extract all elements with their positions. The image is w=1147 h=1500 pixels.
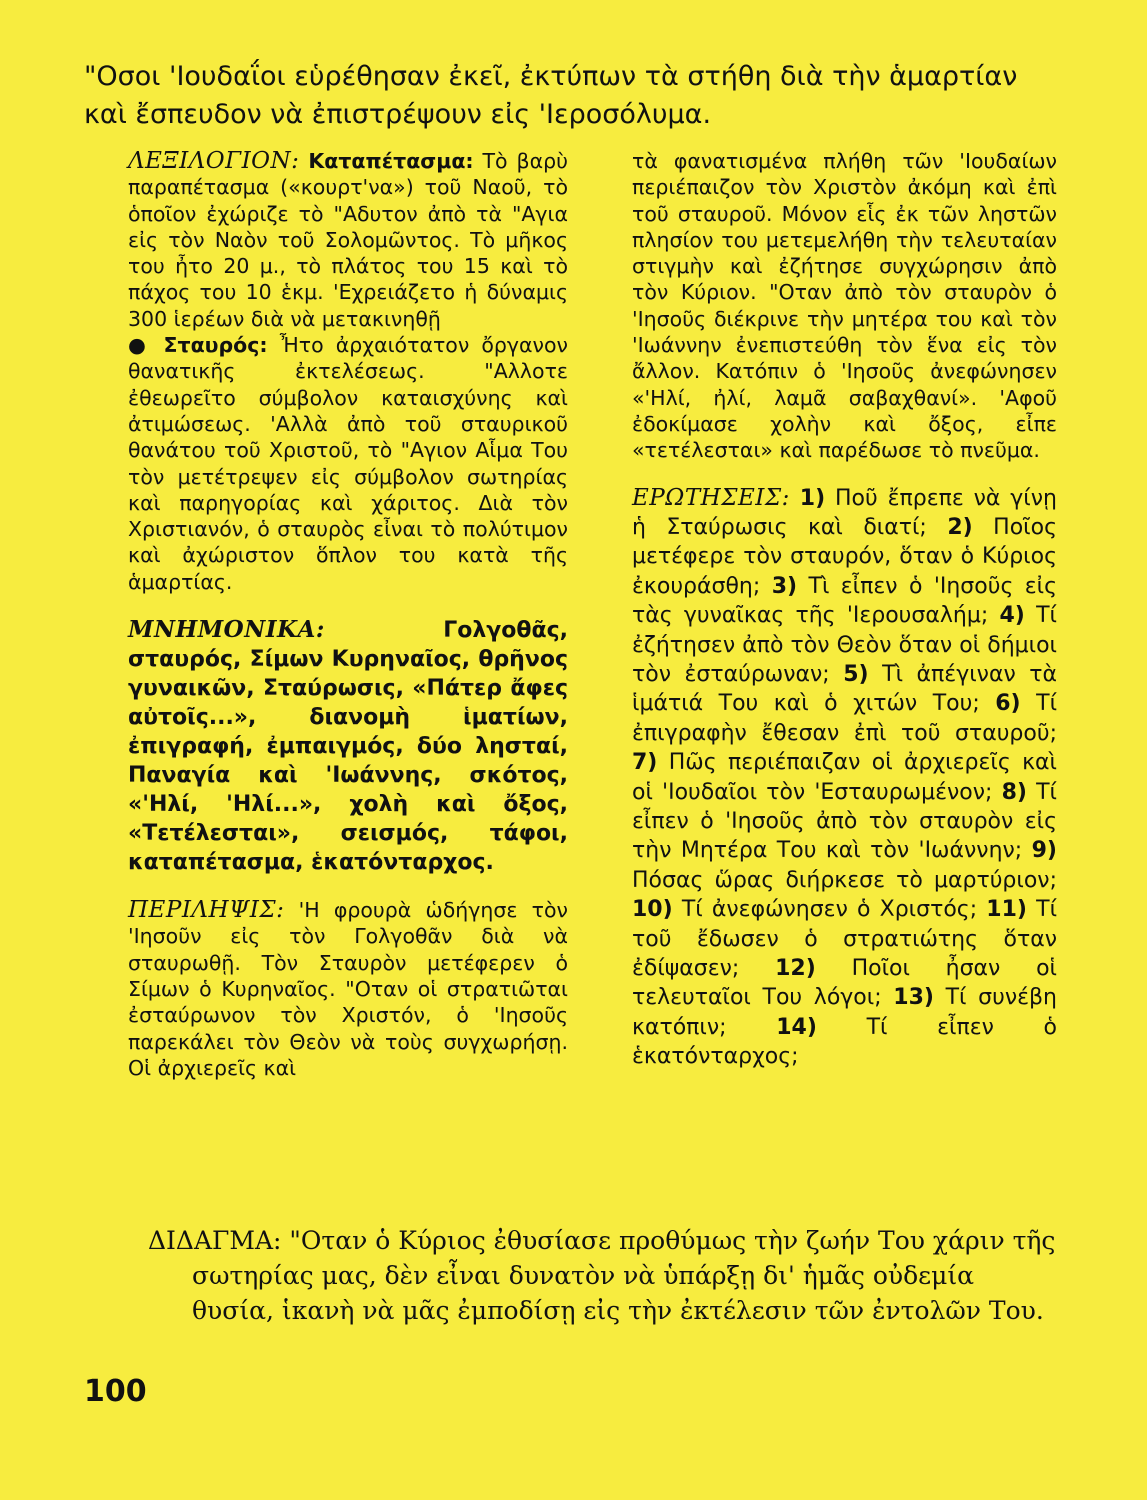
page-number: 100 (84, 1374, 147, 1409)
question-number: 12) (775, 956, 816, 982)
question-text: Ποῖος μετέφερε τὸν σταυρόν, ὅταν ὁ Κύριος ἐκουράσθη; (632, 514, 1057, 599)
question-number: 3) (771, 573, 798, 599)
question-text: Τὶ εἶπεν ὁ 'Ιησοῦς εἰς τὰς γυναῖκας τῆς 'Ιερουσαλήμ; (632, 573, 1058, 629)
lesson-text: "Οταν ὁ Κύριος ἐθυσίασε προθύμως τὴν ζωήν Του χάριν τῆς σωτηρίας μας, δὲν εἶναι δυνατὸν νὰ ὑπάρξῃ δι' ἡμᾶς οὐδεμία θυσία, ἱκανὴ νὰ μᾶς ἐμποδίσῃ εἰς τὴν ἐκτέλεσιν τῶν ἐντολῶν Του. (192, 1226, 1056, 1325)
question-text: Τί ἀνεφώνησεν ὁ Χριστός; (681, 897, 978, 923)
lexicon-heading: ΛΕΞΙΛΟΓΙΟΝ: (128, 148, 300, 174)
intro-paragraph (84, 58, 1064, 134)
question-number: 11) (986, 897, 1027, 923)
question-number: 10) (632, 897, 673, 923)
lesson-section (148, 1223, 1060, 1328)
questions-section (632, 484, 1057, 1072)
summary-text-right: τὰ φανατισμένα πλήθη τῶν 'Ιουδαίων περιέπαιζον τὸν Χριστὸν ἀκόμη καὶ ἐπὶ τοῦ σταυροῦ. Μόνον εἷς ἐκ τῶν ληστῶν πλησίον του μετεμελήθη τὴν τελευταίαν στιγμὴν καὶ ἐζήτησε συγχώρησιν ἀπὸ τὸν Κύριον. "Οταν ἀπὸ τὸν σταυρὸν ὁ 'Ιησοῦς διέκρινε τὴν μητέρα του καὶ τὸν 'Ιωάννην ἐνεπιστεύθη τὸν ἕνα εἰς τὸν ἄλλον. Κατόπιν ὁ 'Ιησοῦς ἀνεφώνησεν «'Ηλί, ἠλί, λαμᾶ σαβαχθανί». 'Αφοῦ ἐδοκίμασε χολὴν καὶ ὄξος, εἶπε «τετέλεσται» καὶ παρέδωσε τὸ πνεῦμα. (632, 149, 1057, 463)
question-number: 5) (843, 662, 869, 687)
question-text: Τί ἐπιγραφὴν ἔθεσαν ἐπὶ τοῦ σταυροῦ; (632, 691, 1058, 746)
lexicon-text-stavros: Ἦτο ἀρχαιότατον ὄργανον θανατικῆς ἐκτελέσεως. "Αλλοτε ἐθεωρεῖτο σύμβολον καταισχύνης καὶ ἀτιμώσεως. 'Αλλὰ ἀπὸ τοῦ σταυρικοῦ θανάτου τοῦ Χριστοῦ, τὸ "Αγιον Αἷμα Του τὸν μετέτρεψεν εἰς σύμβολον σωτηρίας καὶ παρηγορίας καὶ χάριτος. Διὰ τὸν Χριστιανόν, ὁ σταυρὸς εἶναι τὸ πολύτιμον καὶ ἀχώριστον ὅπλον του κατὰ τῆς ἁμαρτίας. (128, 333, 568, 594)
mnemonics-section (128, 615, 568, 877)
question-number: 1) (799, 485, 826, 511)
question-text: Πῶς περιέπαιζαν οἱ ἀρχιερεῖς καὶ οἱ 'Ιουδαῖοι τὸν 'Εσταυρωμένον; (632, 750, 1058, 805)
question-number: 7) (632, 750, 658, 776)
lesson-heading: ΔΙΔΑΓΜΑ: (148, 1226, 282, 1255)
question-number: 6) (995, 691, 1021, 717)
question-text: Τί συνέβη κατόπιν; (632, 985, 1057, 1040)
question-text: Τὶ ἀπέγιναν τὰ ἱμάτιά Του καὶ ὁ χιτών Του; (632, 662, 1058, 717)
summary-heading: ΠΕΡΙΛΗΨΙΣ: (128, 897, 285, 924)
question-number: 8) (1001, 779, 1027, 805)
question-number: 4) (999, 603, 1025, 629)
mnemonics-heading: ΜΝΗΜΟΝΙΚΑ: (128, 616, 325, 644)
question-text: Ποῖοι ἦσαν οἱ τελευταῖοι Του λόγοι; (632, 956, 1058, 1011)
questions-heading: ΕΡΩΤΗΣΕΙΣ: (632, 484, 790, 511)
question-text: Τί εἶπεν ὁ ἑκατόνταρχος; (632, 1014, 1058, 1070)
summary-continuation (632, 148, 1057, 464)
question-number: 9) (1031, 838, 1057, 864)
question-number: 14) (776, 1014, 817, 1040)
lexicon-section (128, 148, 568, 595)
question-text: Τί τοῦ ἔδωσεν ὁ στρατιώτης ὅταν ἐδίψασεν; (632, 897, 1058, 982)
question-text: Τί ἐζήτησεν ἀπὸ τὸν Θεὸν ὅταν οἱ δήμιοι τὸν ἐσταύρωναν; (632, 603, 1057, 687)
question-text: Τί εἶπεν ὁ 'Ιησοῦς ἀπὸ τὸν σταυρὸν εἰς τὴν Μητέρα Του καὶ τὸν 'Ιωάννην; (632, 779, 1057, 864)
left-column (128, 148, 568, 1101)
summary-section (128, 897, 568, 1081)
mnemonics-text: Γολγοθᾶς, σταυρός, Σίμων Κυρηναῖος, θρῆνος γυναικῶν, Σταύρωσις, «Πάτερ ἄφες αὐτοῖς...», διανομὴ ἱματίων, ἐπιγραφή, ἐμπαιγμός, δύο λησταί, Παναγία καὶ 'Ιωάννης, σκότος, «'Ηλί, 'Ηλί...», χολὴ καὶ ὄξος, «Τετέλεσται», σεισμός, τάφοι, καταπέτασμα, ἑκατόνταρχος. (128, 618, 568, 876)
question-text: Πόσας ὥρας διήρκεσε τὸ μαρτύριον; (632, 867, 1057, 893)
right-column (632, 148, 1057, 1092)
intro-text: "Οσοι 'Ιουδαΐοι εὑρέθησαν ἐκεῖ, ἐκτύπων τὰ στήθη διὰ τὴν ἁμαρτίαν καὶ ἔσπευδον νὰ ἐπιστρέψουν εἰς 'Ιεροσόλυμα. (84, 61, 1018, 130)
lexicon-term-katapetasma: Καταπέτασμα: (308, 149, 474, 173)
question-number: 2) (947, 514, 973, 540)
lexicon-text-katapetasma: Τὸ βαρὺ παραπέτασμα («κουρτ'να») τοῦ Ναοῦ, τὸ ὁποῖον ἐχώριζε τὸ "Αδυτον ἀπὸ τὰ "Αγια εἰς τὸν Ναὸν τοῦ Σολομῶντος. Τὸ μῆκος του ἦτο 20 μ., τὸ πλάτος του 15 καὶ τὸ πάχος του 10 ἑκμ. 'Εχρειάζετο ἡ δύναμις 300 ἱερέων διὰ νὰ μετακινηθῇ (128, 149, 568, 331)
question-number: 13) (893, 985, 934, 1011)
summary-text-left: 'Η φρουρὰ ὡδήγησε τὸν 'Ιησοῦν εἰς τὸν Γολγοθᾶν διὰ νὰ σταυρωθῇ. Τὸν Σταυρὸν μετέφερεν ὁ Σίμων ὁ Κυρηναῖος. "Οταν οἱ στρατιῶται ἐσταύρωνον τὸν Χριστόν, ὁ 'Ιησοῦς παρεκάλει τὸν Θεὸν νὰ τοὺς συγχωρήσῃ. Οἱ ἀρχιερεῖς καὶ (128, 898, 568, 1080)
bullet-icon: ● (128, 333, 152, 358)
question-text: Ποῦ ἔπρεπε νὰ γίνῃ ἡ Σταύρωσις καὶ διατί; (632, 485, 1057, 540)
lexicon-term-stavros: Σταυρός: (163, 333, 268, 358)
